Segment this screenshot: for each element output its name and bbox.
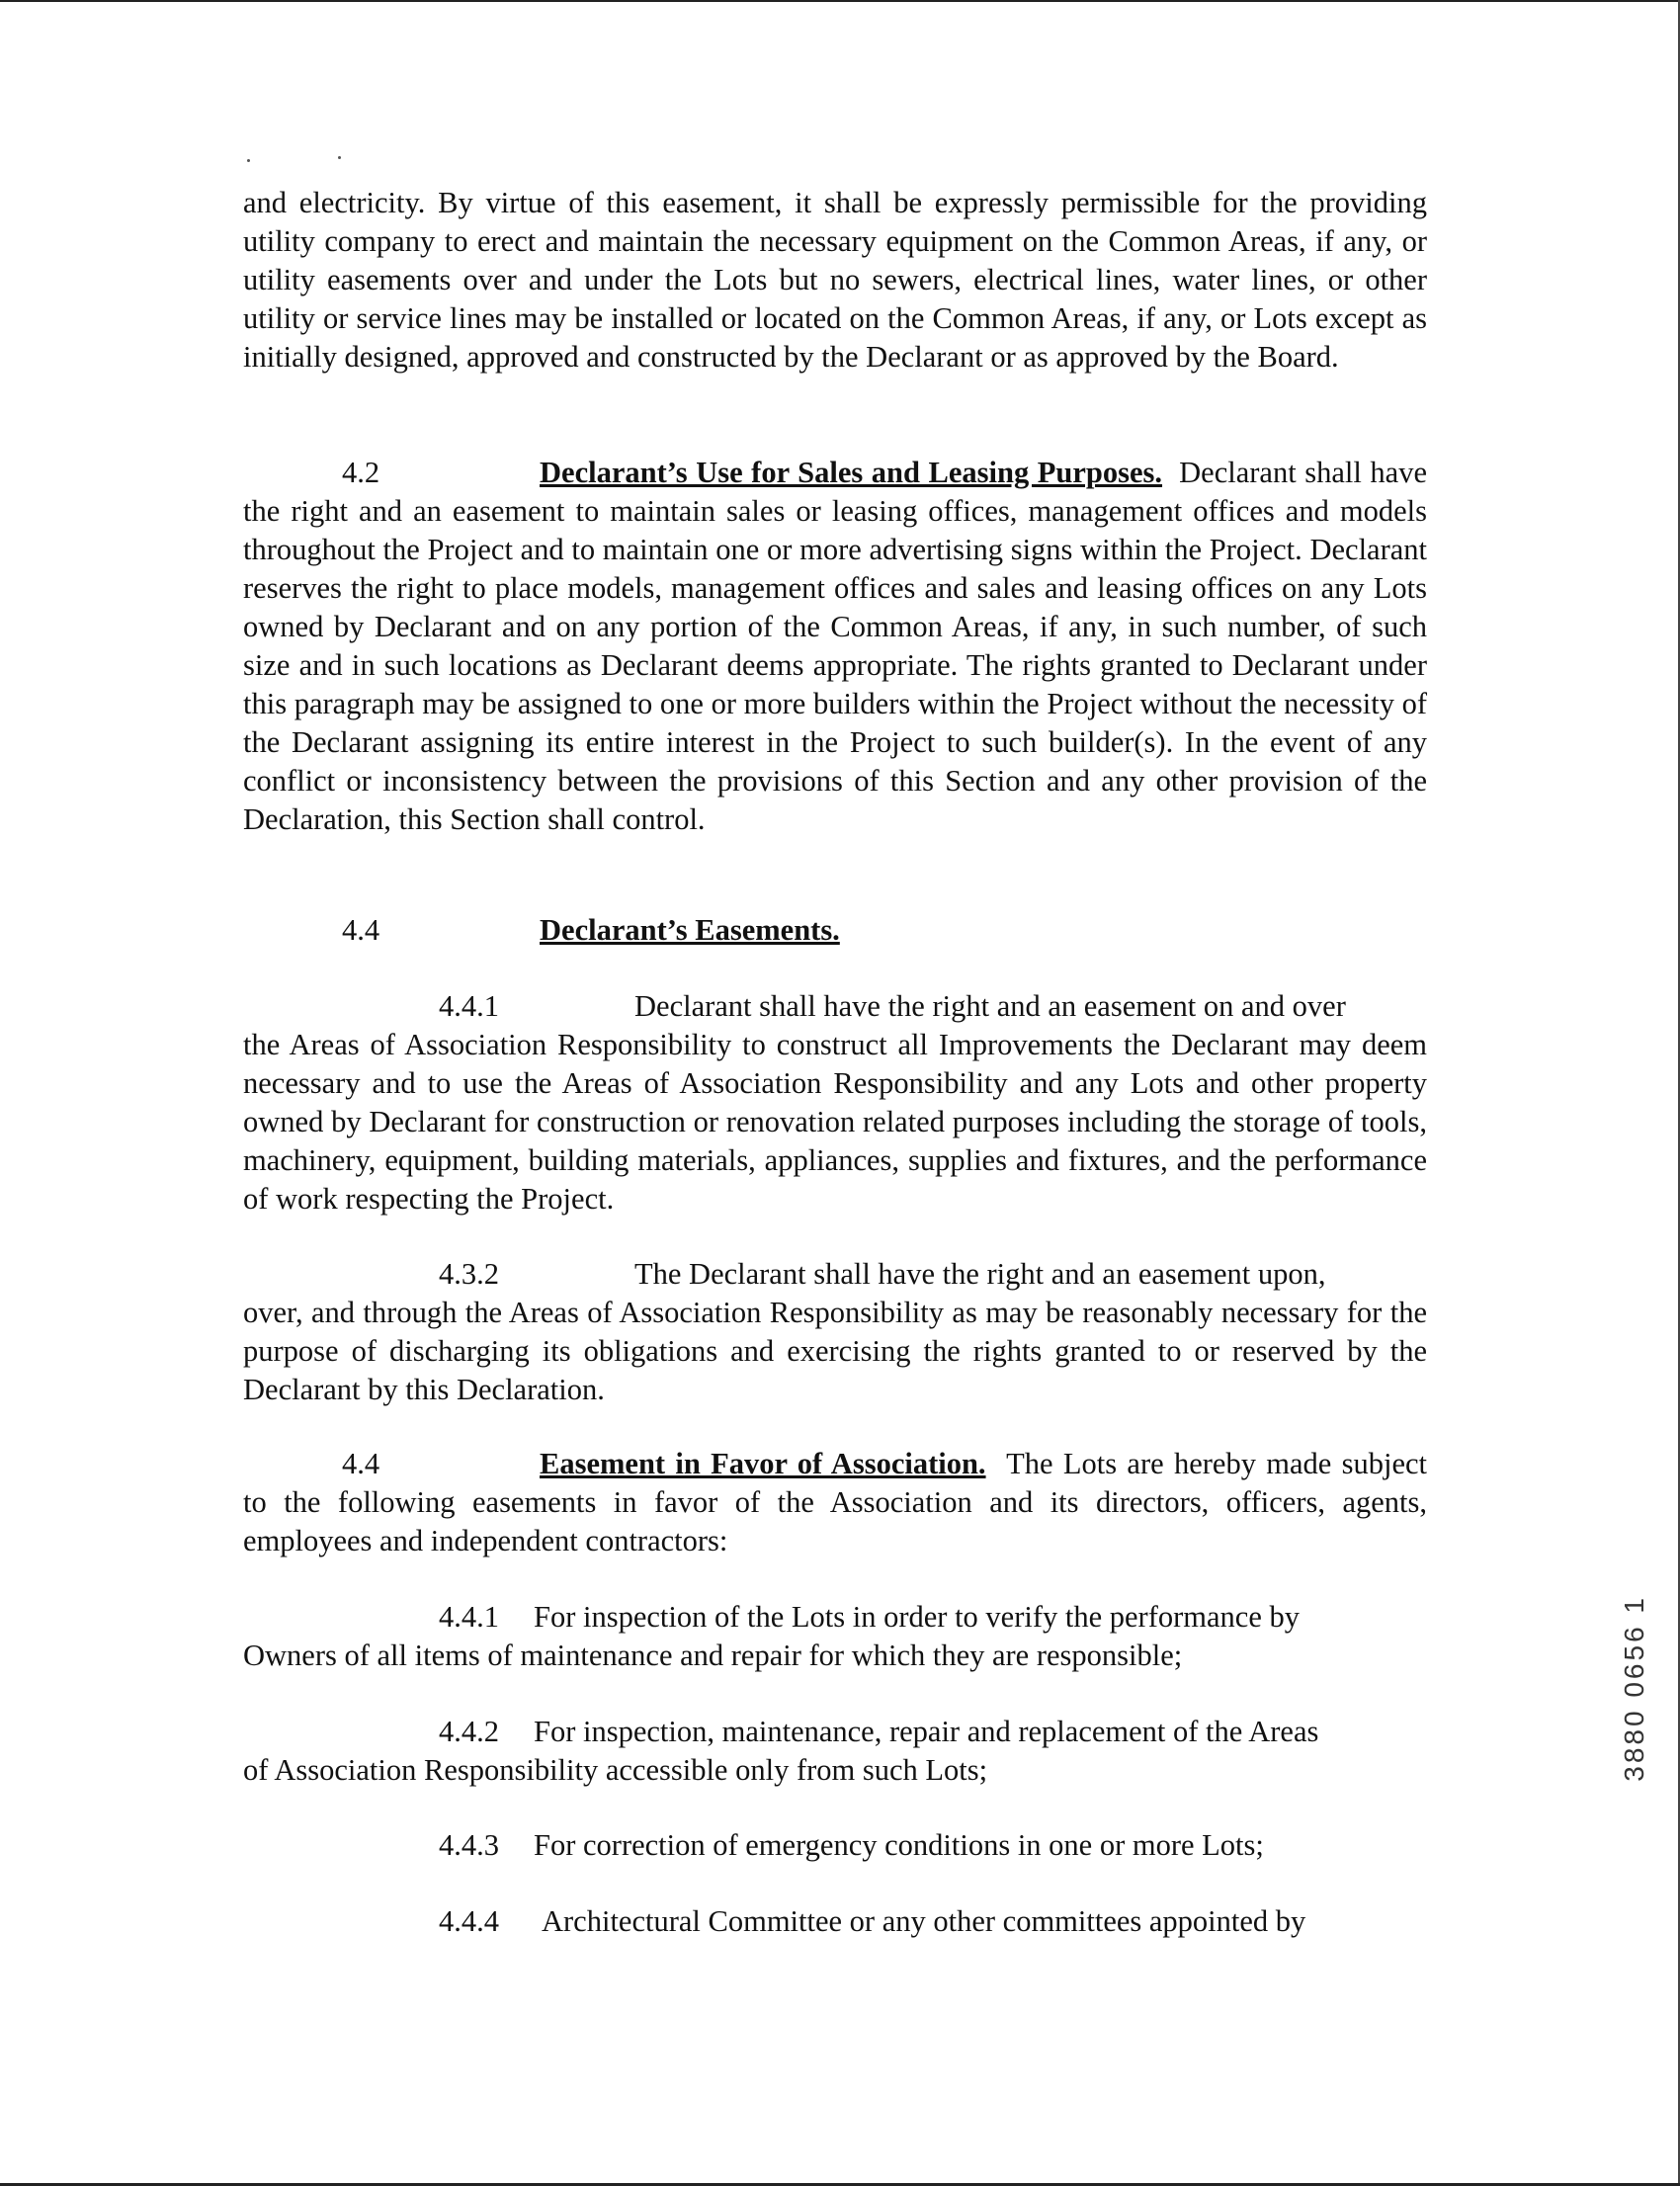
- paragraph-intro: [243, 184, 1427, 377]
- section-heading: Declarant’s Use for Sales and Leasing Purposes.: [540, 456, 1163, 489]
- section-4-4-association: [243, 1445, 1427, 1560]
- subsection-first-line: For inspection, maintenance, repair and replacement of the Areas: [534, 1715, 1319, 1748]
- subsection-number: 4.4.3: [439, 1828, 499, 1862]
- subsection-body: of Association Responsibility accessible only from such Lots;: [243, 1753, 988, 1787]
- side-document-number: 3880 0656 1: [1619, 1595, 1649, 1782]
- subsection-4-4-1-a: [243, 987, 1427, 1219]
- section-4-4-heading-block: [243, 911, 1427, 950]
- subsection-number: 4.4.1: [439, 989, 499, 1023]
- subsection-number: 4.4.1: [439, 1600, 499, 1634]
- subsection-4-4-1-b: [243, 1598, 1427, 1675]
- subsection-first-line: The Declarant shall have the right and an easement upon,: [634, 1257, 1326, 1291]
- subsection-4-4-4: [243, 1902, 1427, 1941]
- subsection-number: 4.4.4: [439, 1904, 499, 1938]
- section-body-start: Declarant: [1179, 456, 1297, 489]
- section-body: subject to the following easements in favor of the Association and its directors, officers, agents, employees and independent contractors:: [243, 1447, 1428, 1557]
- section-number: 4.4: [342, 1447, 380, 1480]
- section-heading: Easement in Favor of Association.: [540, 1447, 986, 1480]
- subsection-first-line: Declarant shall have the right and an easement on and over: [634, 989, 1346, 1023]
- subsection-4-4-2: [243, 1713, 1427, 1790]
- section-number: 4.4: [342, 913, 380, 947]
- subsection-text: Architectural Committee or any other committees appointed by: [542, 1904, 1306, 1938]
- paragraph-intro-text: and electricity. By virtue of this easement, it shall be expressly permissible for the providing utility company to erect and maintain the necessary equipment on the Common Areas, if any, or utility easements over and under the Lots but no sewers, electrical lines, water lines, or other utility or service lines may be installed or located on the Common Areas, if any, or Lots except as initially designed, approved and constructed by the Declarant or as approved by the Board.: [243, 186, 1427, 374]
- subsection-number: 4.4.2: [439, 1715, 499, 1748]
- subsection-body: the Areas of Association Responsibility to construct all Improvements the Declarant may deem necessary and to use the Areas of Association Responsibility and any Lots and other property owned by Declarant for construction or renovation related purposes including the storage of tools, machinery, equipment, building materials, appliances, supplies and fixtures, and the performance of work respecting the Project.: [243, 1028, 1427, 1216]
- scan-top-edge: [0, 0, 1680, 2]
- scan-speck: [338, 156, 341, 159]
- section-body-start: The Lots are hereby made: [1006, 1447, 1332, 1480]
- subsection-number: 4.3.2: [439, 1257, 499, 1291]
- subsection-4-4-3: [243, 1826, 1427, 1865]
- section-number: 4.2: [342, 456, 380, 489]
- section-heading: Declarant’s Easements.: [540, 913, 840, 947]
- subsection-body: Owners of all items of maintenance and repair for which they are responsible;: [243, 1639, 1183, 1672]
- scan-speck: [247, 159, 250, 162]
- subsection-body: over, and through the Areas of Association Responsibility as may be reasonably necessary for the purpose of discharging its obligations and exercising the rights granted to or reserved by the Declarant by this Declaration.: [243, 1296, 1427, 1406]
- section-body: shall have the right and an easement to maintain sales or leasing offices, management offices and models throughout the Project and to maintain one or more advertising signs within the Project. Declarant reserves the right to place models, management offices and sales and leasing offices on any Lots owned by Declarant and on any portion of the Common Areas, if any, in such number, of such size and in such locations as Declarant deems appropriate. The rights granted to Declarant under this paragraph may be assigned to one or more builders within the Project without the necessity of the Declarant assigning its entire interest in the Project to such builder(s). In the event of any conflict or inconsistency between the provisions of this Section and any other provision of the Declaration, this Section shall control.: [243, 456, 1427, 836]
- subsection-first-line: For inspection of the Lots in order to verify the performance by: [534, 1600, 1300, 1634]
- subsection-4-3-2: [243, 1255, 1427, 1409]
- subsection-text: For correction of emergency conditions in one or more Lots;: [534, 1828, 1264, 1862]
- section-4-2: [243, 454, 1427, 839]
